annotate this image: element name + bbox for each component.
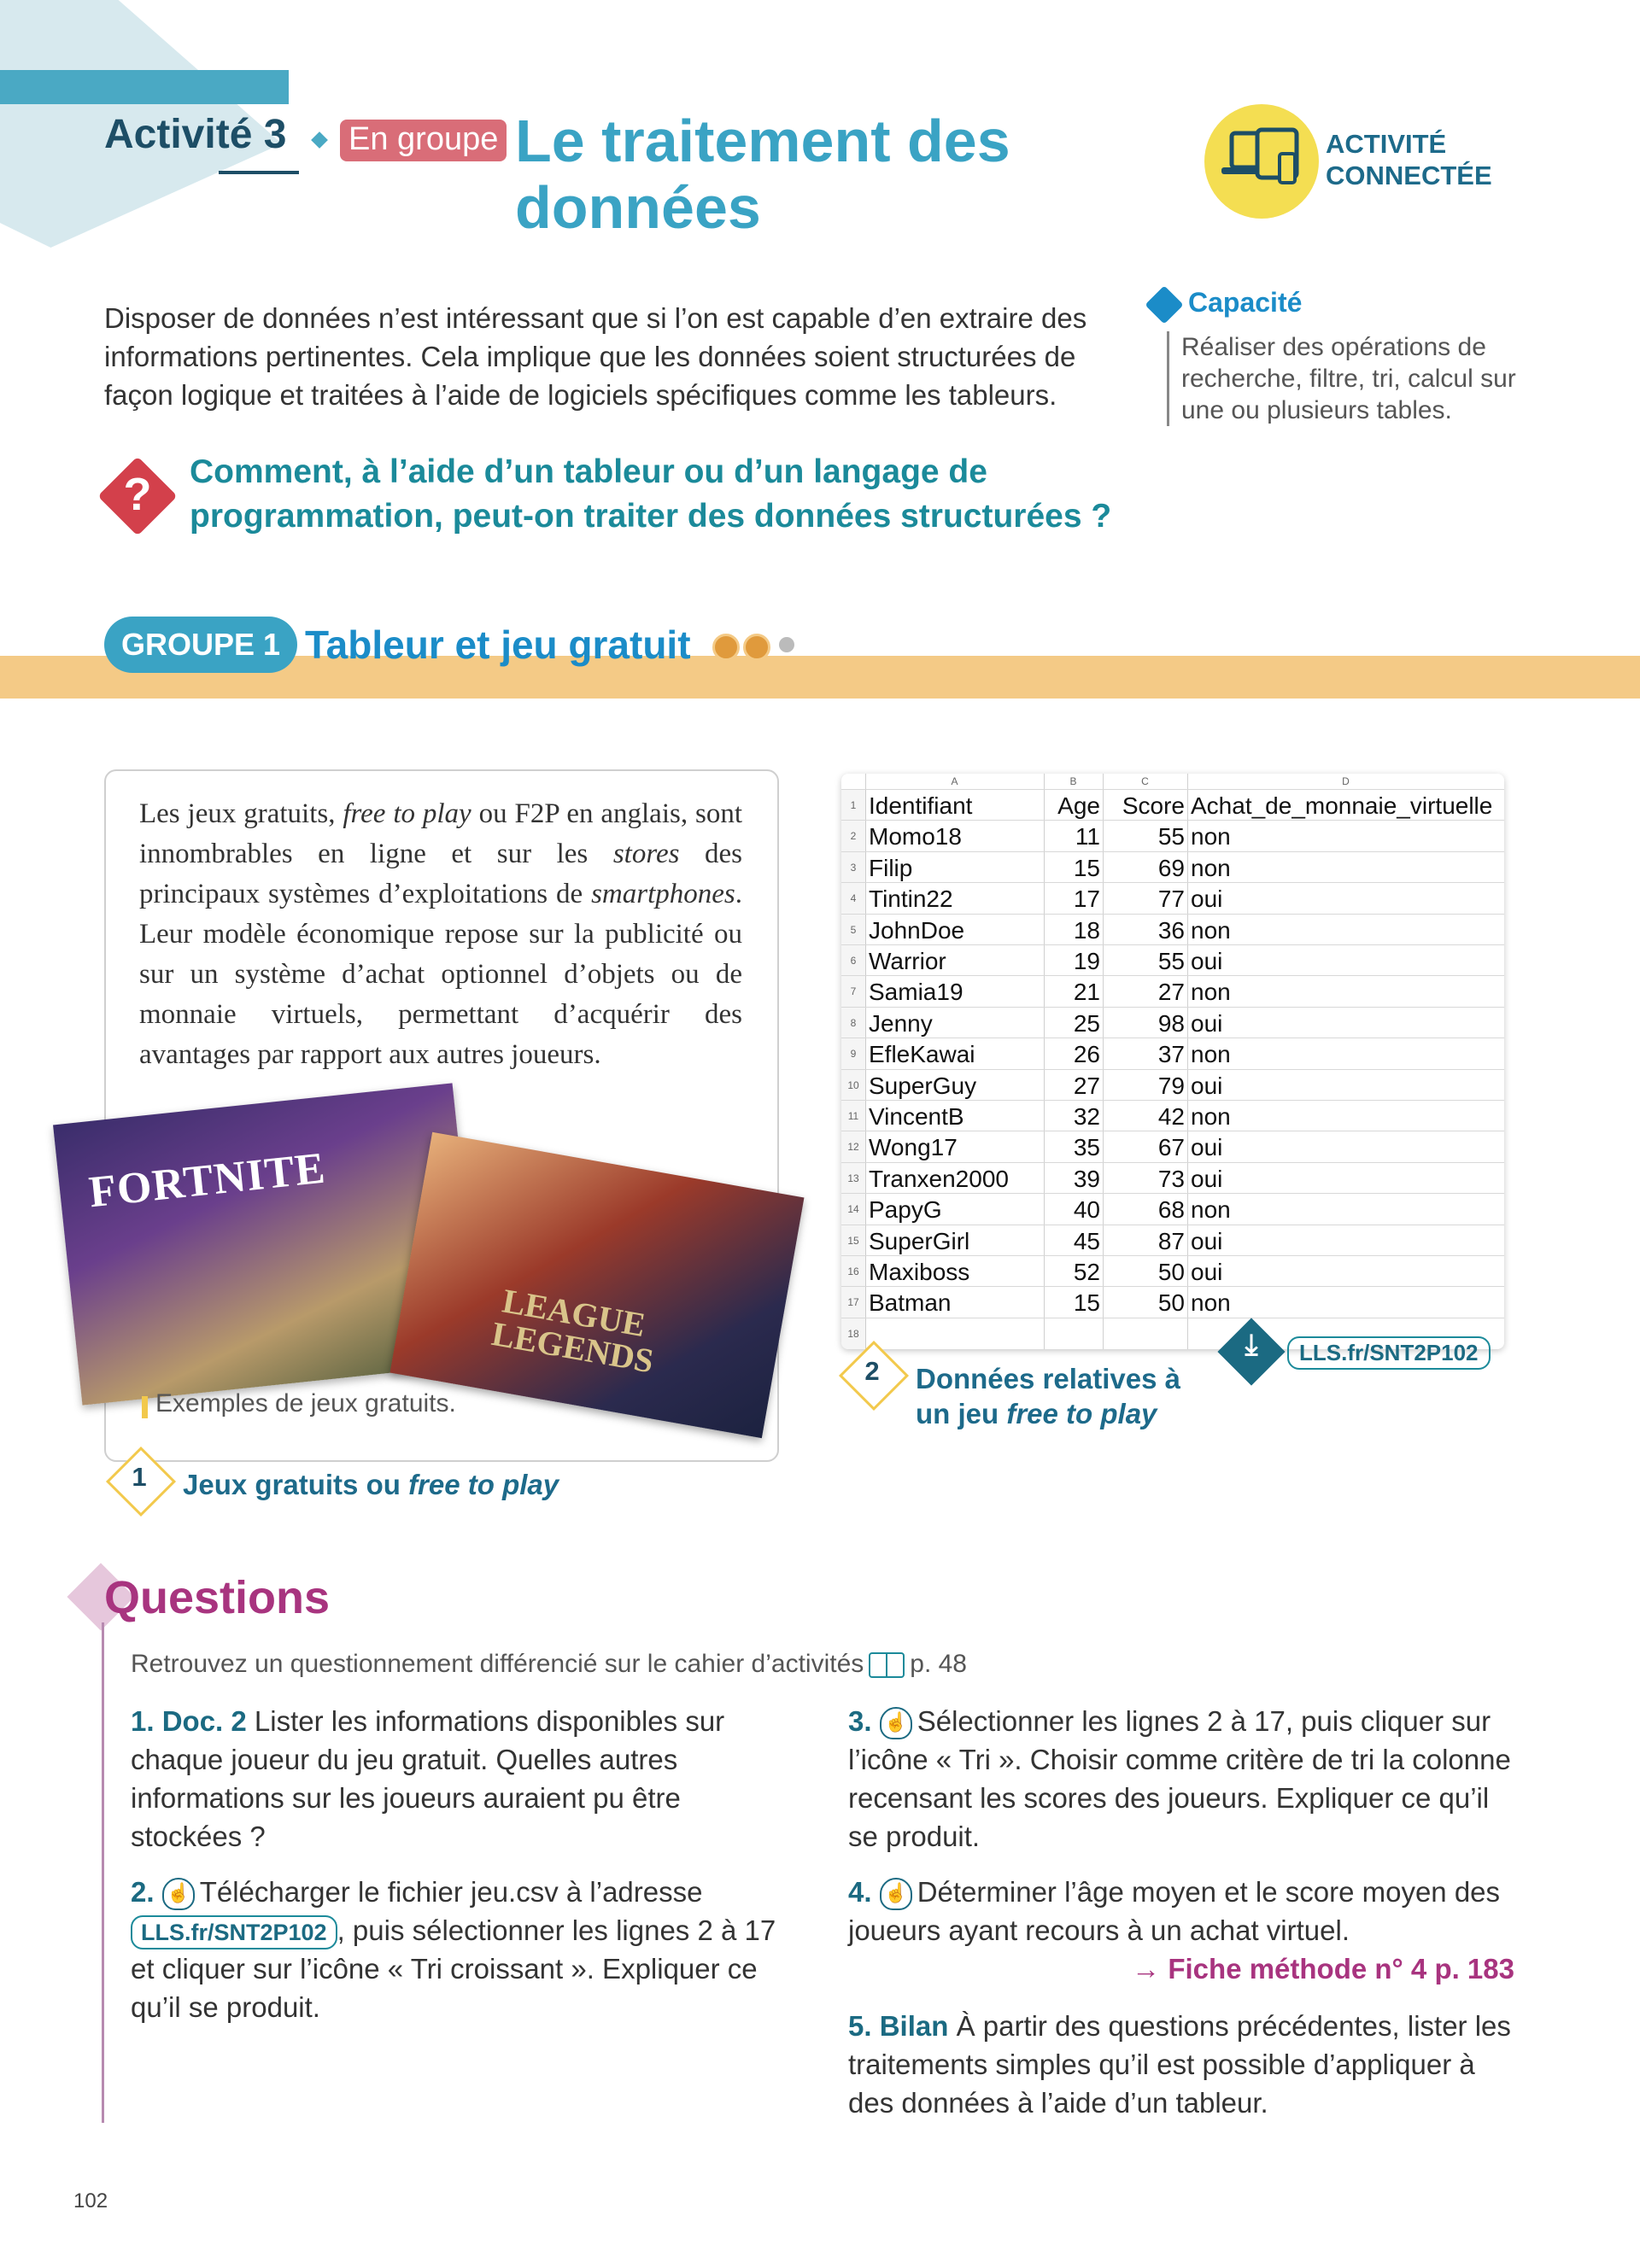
table-cell: non xyxy=(1191,1196,1231,1224)
q3-text: Sélectionner les lignes 2 à 17, puis cliquer sur l’icône « Tri ». Choisir comme critère de tri la colonne recensant les scores des joueurs. Expliquer ce qu’il se produit. xyxy=(848,1705,1511,1852)
table-cell: oui xyxy=(1191,886,1223,913)
table-cell: non xyxy=(1191,916,1231,944)
row-number: 10 xyxy=(841,1070,866,1101)
table-cell: oui xyxy=(1191,1009,1223,1037)
q1-ref: Doc. 2 xyxy=(161,1705,247,1737)
row-number: 18 xyxy=(841,1318,866,1349)
q5-number: 5. xyxy=(848,2010,872,2042)
column-letter: B xyxy=(1069,775,1077,787)
hand-pointer-icon: ☝ xyxy=(880,1878,912,1910)
row-number: 12 xyxy=(841,1131,866,1162)
capacity-text: Réaliser des opérations de recherche, filtre, tri, calcul sur une ou plusieurs tables. xyxy=(1167,331,1523,426)
row-number: 15 xyxy=(841,1225,866,1256)
activity-label: Activité 3 xyxy=(104,112,287,157)
row-number: 8 xyxy=(841,1008,866,1038)
question-2 xyxy=(131,1873,805,2026)
bullet-diamond xyxy=(311,132,328,149)
row-number: 3 xyxy=(841,852,866,883)
group-title: Tableur et jeu gratuit xyxy=(305,623,691,667)
column-letter: D xyxy=(1342,775,1350,787)
table-cell: Maxiboss xyxy=(869,1259,970,1285)
table-cell: 36 xyxy=(1157,916,1185,944)
table-cell: 67 xyxy=(1157,1134,1185,1161)
table-cell: oui xyxy=(1191,1165,1223,1192)
question-1 xyxy=(131,1702,780,1856)
table-row xyxy=(841,882,1504,914)
group-badge: En groupe xyxy=(340,120,507,161)
table-cell: 45 xyxy=(1073,1227,1100,1254)
row-number: 2 xyxy=(841,821,866,851)
doc2-link[interactable]: LLS.fr/SNT2P102 xyxy=(1287,1336,1491,1370)
row-number: 6 xyxy=(841,945,866,976)
table-cell: 50 xyxy=(1157,1259,1185,1285)
doc1-number: 1 xyxy=(132,1462,147,1492)
row-number: 11 xyxy=(841,1101,866,1131)
questions-subtitle-page: p. 48 xyxy=(910,1650,967,1678)
table-cell: 73 xyxy=(1157,1165,1185,1192)
row-number: 5 xyxy=(841,915,866,945)
table-row xyxy=(841,1069,1504,1101)
questions-subtitle-text: Retrouvez un questionnement différencié sur le cahier d’activités xyxy=(131,1650,864,1678)
doc1-text: Les jeux gratuits, free to play ou F2P en anglais, sont innombrables en ligne et sur les stores des principaux systèmes d’exploitations de smartphones. Leur modèle économique repose sur la publicité ou sur un système d’achat optionnel d’objets ou de monnaie virtuels, permettant d’acquérir des avantages par rapport aux autres joueurs. xyxy=(139,798,742,1070)
table-cell: 87 xyxy=(1157,1227,1185,1254)
table-cell: oui xyxy=(1191,1259,1223,1285)
table-cell: 19 xyxy=(1073,948,1100,974)
activity-underline xyxy=(219,171,299,174)
question-3 xyxy=(848,1702,1514,1856)
table-row xyxy=(841,1162,1504,1194)
table-cell: 35 xyxy=(1073,1134,1100,1161)
table-cell: 52 xyxy=(1073,1259,1100,1285)
table-cell: Warrior xyxy=(869,948,946,974)
table-cell: Wong17 xyxy=(869,1134,958,1161)
doc1-caption xyxy=(183,1467,559,1502)
table-cell: 26 xyxy=(1073,1041,1100,1068)
table-row xyxy=(841,1007,1504,1038)
q5-ref: Bilan xyxy=(879,2010,949,2042)
connected-activity-label: ACTIVITÉ CONNECTÉE xyxy=(1326,129,1492,190)
table-cell: Filip xyxy=(869,854,913,881)
table-row xyxy=(841,1286,1504,1318)
table-cell: SuperGirl xyxy=(869,1227,970,1254)
intro-text: Disposer de données n’est intéressant que si l’on est capable d’en extraire des informations pertinentes. Cela implique que les données soient structurées de façon logique et traitées à l’aide de logiciels spécifiques comme les tableurs. xyxy=(104,302,1087,411)
table-cell: 50 xyxy=(1157,1289,1185,1317)
capacity-title-text: Capacité xyxy=(1188,287,1303,318)
q2-text-a: Télécharger le fichier jeu.csv à l’adresse xyxy=(199,1876,703,1908)
row-number: 4 xyxy=(841,883,866,914)
hand-pointer-icon: ☝ xyxy=(162,1878,195,1910)
table-cell: PapyG xyxy=(869,1196,942,1224)
table-row xyxy=(841,820,1504,851)
questions-subtitle xyxy=(131,1650,967,1679)
row-number: 9 xyxy=(841,1038,866,1069)
table-cell: non xyxy=(1191,1289,1231,1317)
row-number: 7 xyxy=(841,976,866,1007)
table-cell: oui xyxy=(1191,1072,1223,1099)
doc1-caption-italic: free to play xyxy=(408,1469,559,1500)
question-4 xyxy=(848,1873,1514,1988)
download-arrow-icon: ⤓ xyxy=(1245,1329,1258,1361)
table-cell: oui xyxy=(1191,1134,1223,1161)
table-cell: 21 xyxy=(1073,979,1100,1006)
table-cell: 77 xyxy=(1157,886,1185,913)
table-cell: 68 xyxy=(1157,1196,1185,1224)
table-row xyxy=(841,1131,1504,1162)
q4-method-link[interactable]: → Fiche méthode n° 4 p. 183 xyxy=(1132,1953,1514,1984)
header-cell: Achat_de_monnaie_virtuelle xyxy=(1191,792,1493,819)
table-cell: non xyxy=(1191,823,1231,850)
q1-text: Lister les informations disponibles sur chaque joueur du jeu gratuit. Quelles autres informations sur les joueurs auraient pu être stockées ? xyxy=(131,1705,725,1852)
header-cell: Score xyxy=(1122,792,1185,819)
page-title: Le traitement des données xyxy=(515,108,1010,241)
row-number: 16 xyxy=(841,1256,866,1287)
table-cell: 18 xyxy=(1073,916,1100,944)
q1-number: 1. xyxy=(131,1705,155,1737)
hand-pointer-icon: ☝ xyxy=(880,1707,912,1739)
table-row xyxy=(841,1225,1504,1256)
difficulty-dot xyxy=(743,634,770,661)
table-cell: non xyxy=(1191,1041,1231,1068)
table-cell: non xyxy=(1191,1103,1231,1130)
table-cell: 98 xyxy=(1157,1009,1185,1037)
q3-number: 3. xyxy=(848,1705,872,1737)
table-cell: JohnDoe xyxy=(869,916,965,944)
doc2-number: 2 xyxy=(864,1356,880,1386)
table-cell: non xyxy=(1191,979,1231,1006)
question-mark-glyph: ? xyxy=(123,469,152,520)
connected-activity-icon xyxy=(1204,104,1319,219)
table-cell: Tranxen2000 xyxy=(869,1165,1009,1192)
q2-number: 2. xyxy=(131,1876,155,1908)
column-letter: C xyxy=(1141,775,1149,787)
table-cell: Momo18 xyxy=(869,823,962,850)
table-cell: Jenny xyxy=(869,1009,933,1037)
table-cell: 55 xyxy=(1157,823,1185,850)
table-cell: 17 xyxy=(1073,886,1100,913)
table-cell: EfleKawai xyxy=(869,1041,975,1068)
table-cell: 27 xyxy=(1157,979,1185,1006)
doc2-caption-line2-italic: free to play xyxy=(1006,1398,1157,1429)
table-cell: VincentB xyxy=(869,1103,964,1130)
q4-text: Déterminer l’âge moyen et le score moyen des joueurs ayant recours à un achat virtuel. xyxy=(848,1876,1501,1946)
check-icon xyxy=(1145,285,1183,324)
q2-link[interactable]: LLS.fr/SNT2P102 xyxy=(131,1915,337,1949)
table-cell: 39 xyxy=(1073,1165,1100,1192)
table-row xyxy=(841,1255,1504,1287)
header-cell: Identifiant xyxy=(869,792,973,819)
doc2-caption-line1: Données relatives à xyxy=(916,1363,1180,1394)
doc2-caption-line2 xyxy=(916,1396,1180,1431)
header-bar xyxy=(0,70,289,104)
doc1-image-caption: Exemples de jeux gratuits. xyxy=(155,1389,456,1418)
row-number: 13 xyxy=(841,1163,866,1194)
table-cell: 32 xyxy=(1073,1103,1100,1130)
table-cell: 69 xyxy=(1157,854,1185,881)
questions-title: Questions xyxy=(104,1572,331,1623)
table-cell: 15 xyxy=(1073,854,1100,881)
table-row xyxy=(841,914,1504,945)
q4-number: 4. xyxy=(848,1876,872,1908)
table-cell: 55 xyxy=(1157,948,1185,974)
table-cell: 37 xyxy=(1157,1041,1185,1068)
q2-text-b: , puis sélectionner les lignes 2 à 17 et cliquer sur l’icône « Tri croissant ». Expliquer ce qu’il se produit. xyxy=(131,1914,776,2023)
table-cell: Tintin22 xyxy=(869,886,953,913)
capacity-title xyxy=(1151,287,1302,319)
book-icon xyxy=(869,1652,905,1678)
table-cell: 15 xyxy=(1073,1289,1100,1317)
page-number: 102 xyxy=(73,2189,108,2212)
difficulty-dot xyxy=(712,634,740,661)
fortnite-logo: FORTNITE xyxy=(86,1143,328,1218)
table-row xyxy=(841,944,1504,976)
table-cell: 11 xyxy=(1075,823,1100,850)
table-cell: Batman xyxy=(869,1289,952,1317)
difficulty-dot xyxy=(779,637,794,652)
table-row xyxy=(841,1100,1504,1131)
header-cell: Age xyxy=(1057,792,1100,819)
lol-logo: LEAGUE LEGENDS xyxy=(489,1281,657,1381)
table-row xyxy=(841,851,1504,883)
row-number: 1 xyxy=(841,790,866,821)
table-cell: oui xyxy=(1191,948,1223,974)
table-row xyxy=(841,1038,1504,1069)
table-cell: Samia19 xyxy=(869,979,964,1006)
question-5 xyxy=(848,2007,1514,2122)
table-cell: 25 xyxy=(1073,1009,1100,1037)
table-row xyxy=(841,975,1504,1007)
doc2-caption xyxy=(916,1361,1180,1431)
table-cell: 27 xyxy=(1073,1072,1100,1099)
table-cell: 40 xyxy=(1073,1196,1100,1224)
column-letter: A xyxy=(951,775,958,787)
row-number: 14 xyxy=(841,1194,866,1225)
row-number: 17 xyxy=(841,1287,866,1318)
table-row xyxy=(841,1193,1504,1225)
q5-text: À partir des questions précédentes, lister les traitements simples qu’il est possible d’appliquer à des données à l’aide d’un tableur. xyxy=(848,2010,1511,2119)
problem-statement: Comment, à l’aide d’un tableur ou d’un langage de programmation, peut-on traiter des données structurées ? xyxy=(190,453,1112,535)
table-header-row xyxy=(841,789,1504,821)
group-pill: GROUPE 1 xyxy=(104,617,297,673)
doc2-caption-line2-text: un jeu xyxy=(916,1398,1007,1429)
table-cell: oui xyxy=(1191,1227,1223,1254)
doc1-caption-text: Jeux gratuits ou xyxy=(183,1469,409,1500)
questions-rule xyxy=(102,1622,104,2123)
table-cell: SuperGuy xyxy=(869,1072,977,1099)
caption-marker xyxy=(142,1396,148,1418)
table-cell: non xyxy=(1191,854,1231,881)
spreadsheet xyxy=(841,774,1504,1349)
table-cell: 42 xyxy=(1157,1103,1185,1130)
table-cell: 79 xyxy=(1157,1072,1185,1099)
